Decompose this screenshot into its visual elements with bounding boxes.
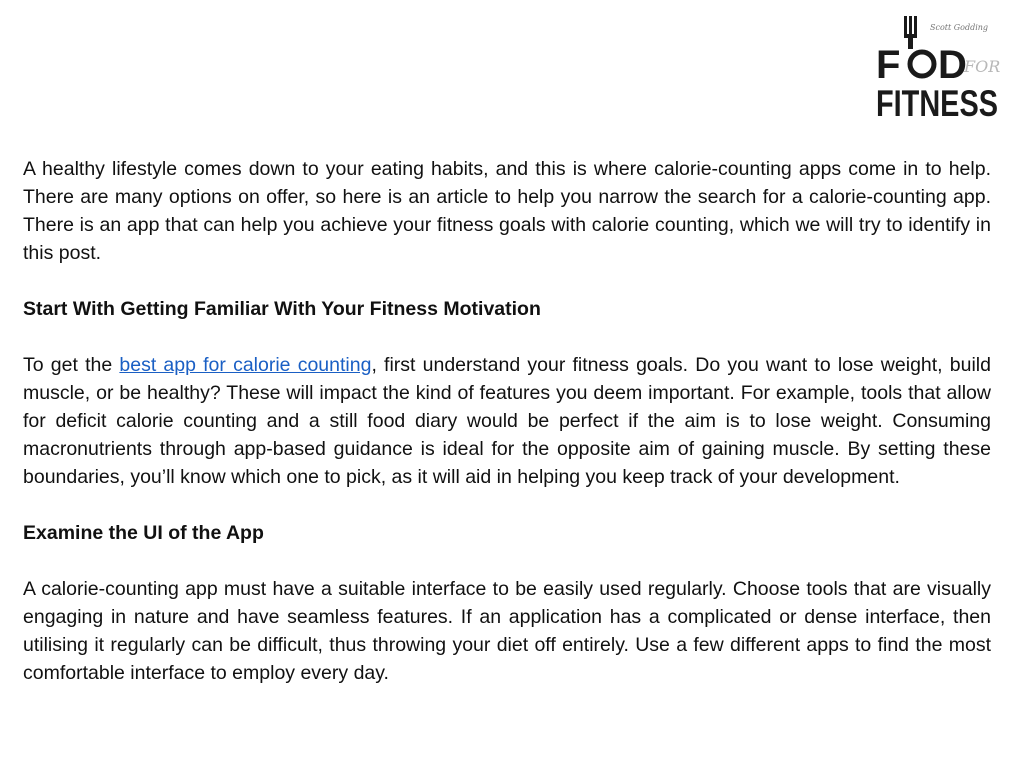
fork-icon xyxy=(904,16,917,49)
logo-graphic xyxy=(872,12,1002,122)
logo-fitness-text: FITNESS xyxy=(876,83,998,124)
food-for-fitness-logo xyxy=(872,12,1002,122)
motivation-paragraph xyxy=(23,351,991,491)
paragraph-text-after-link: , first understand your fitness goals. Do you want to lose weight, build muscle, or be healthy? These will impact the kind of features you deem important. For example, tools that allow for deficit calorie counting and a still food diary would be perfect if the aim is to lose weight. Consuming macronutrients through app-based guidance is ideal for the opposite aim of gaining muscle. By setting these boundaries, you’ll know which one to pick, as it will aid in helping you keep track of your development. xyxy=(23,354,991,488)
logo-letter-f: F xyxy=(876,43,901,87)
logo-script-text: Scott Godding xyxy=(930,23,989,32)
section-heading-motivation: Start With Getting Familiar With Your Fitness Motivation xyxy=(23,298,541,320)
logo-letter-d: D xyxy=(938,43,967,87)
paragraph-text-before-link: To get the xyxy=(23,354,120,376)
article-body xyxy=(23,155,991,687)
logo-for-text: FOR xyxy=(964,57,1001,76)
plate-icon xyxy=(910,52,934,76)
calorie-app-link[interactable]: best app for calorie counting xyxy=(119,354,372,376)
section-heading-ui: Examine the UI of the App xyxy=(23,522,264,544)
ui-paragraph: A calorie-counting app must have a suitable interface to be easily used regularly. Choose tools that are visually engaging in nature and have seamless features. If an application has a complicated or dense interface, then utilising it regularly can be difficult, thus throwing your diet off entirely. Use a few different apps to find the most comfortable interface to employ every day. xyxy=(23,578,991,684)
intro-paragraph: A healthy lifestyle comes down to your eating habits, and this is where calorie-counting apps come in to help. There are many options on offer, so here is an article to help you narrow the search for a calorie-counting app. There is an app that can help you achieve your fitness goals with calorie counting, which we will try to identify in this post. xyxy=(23,158,991,264)
